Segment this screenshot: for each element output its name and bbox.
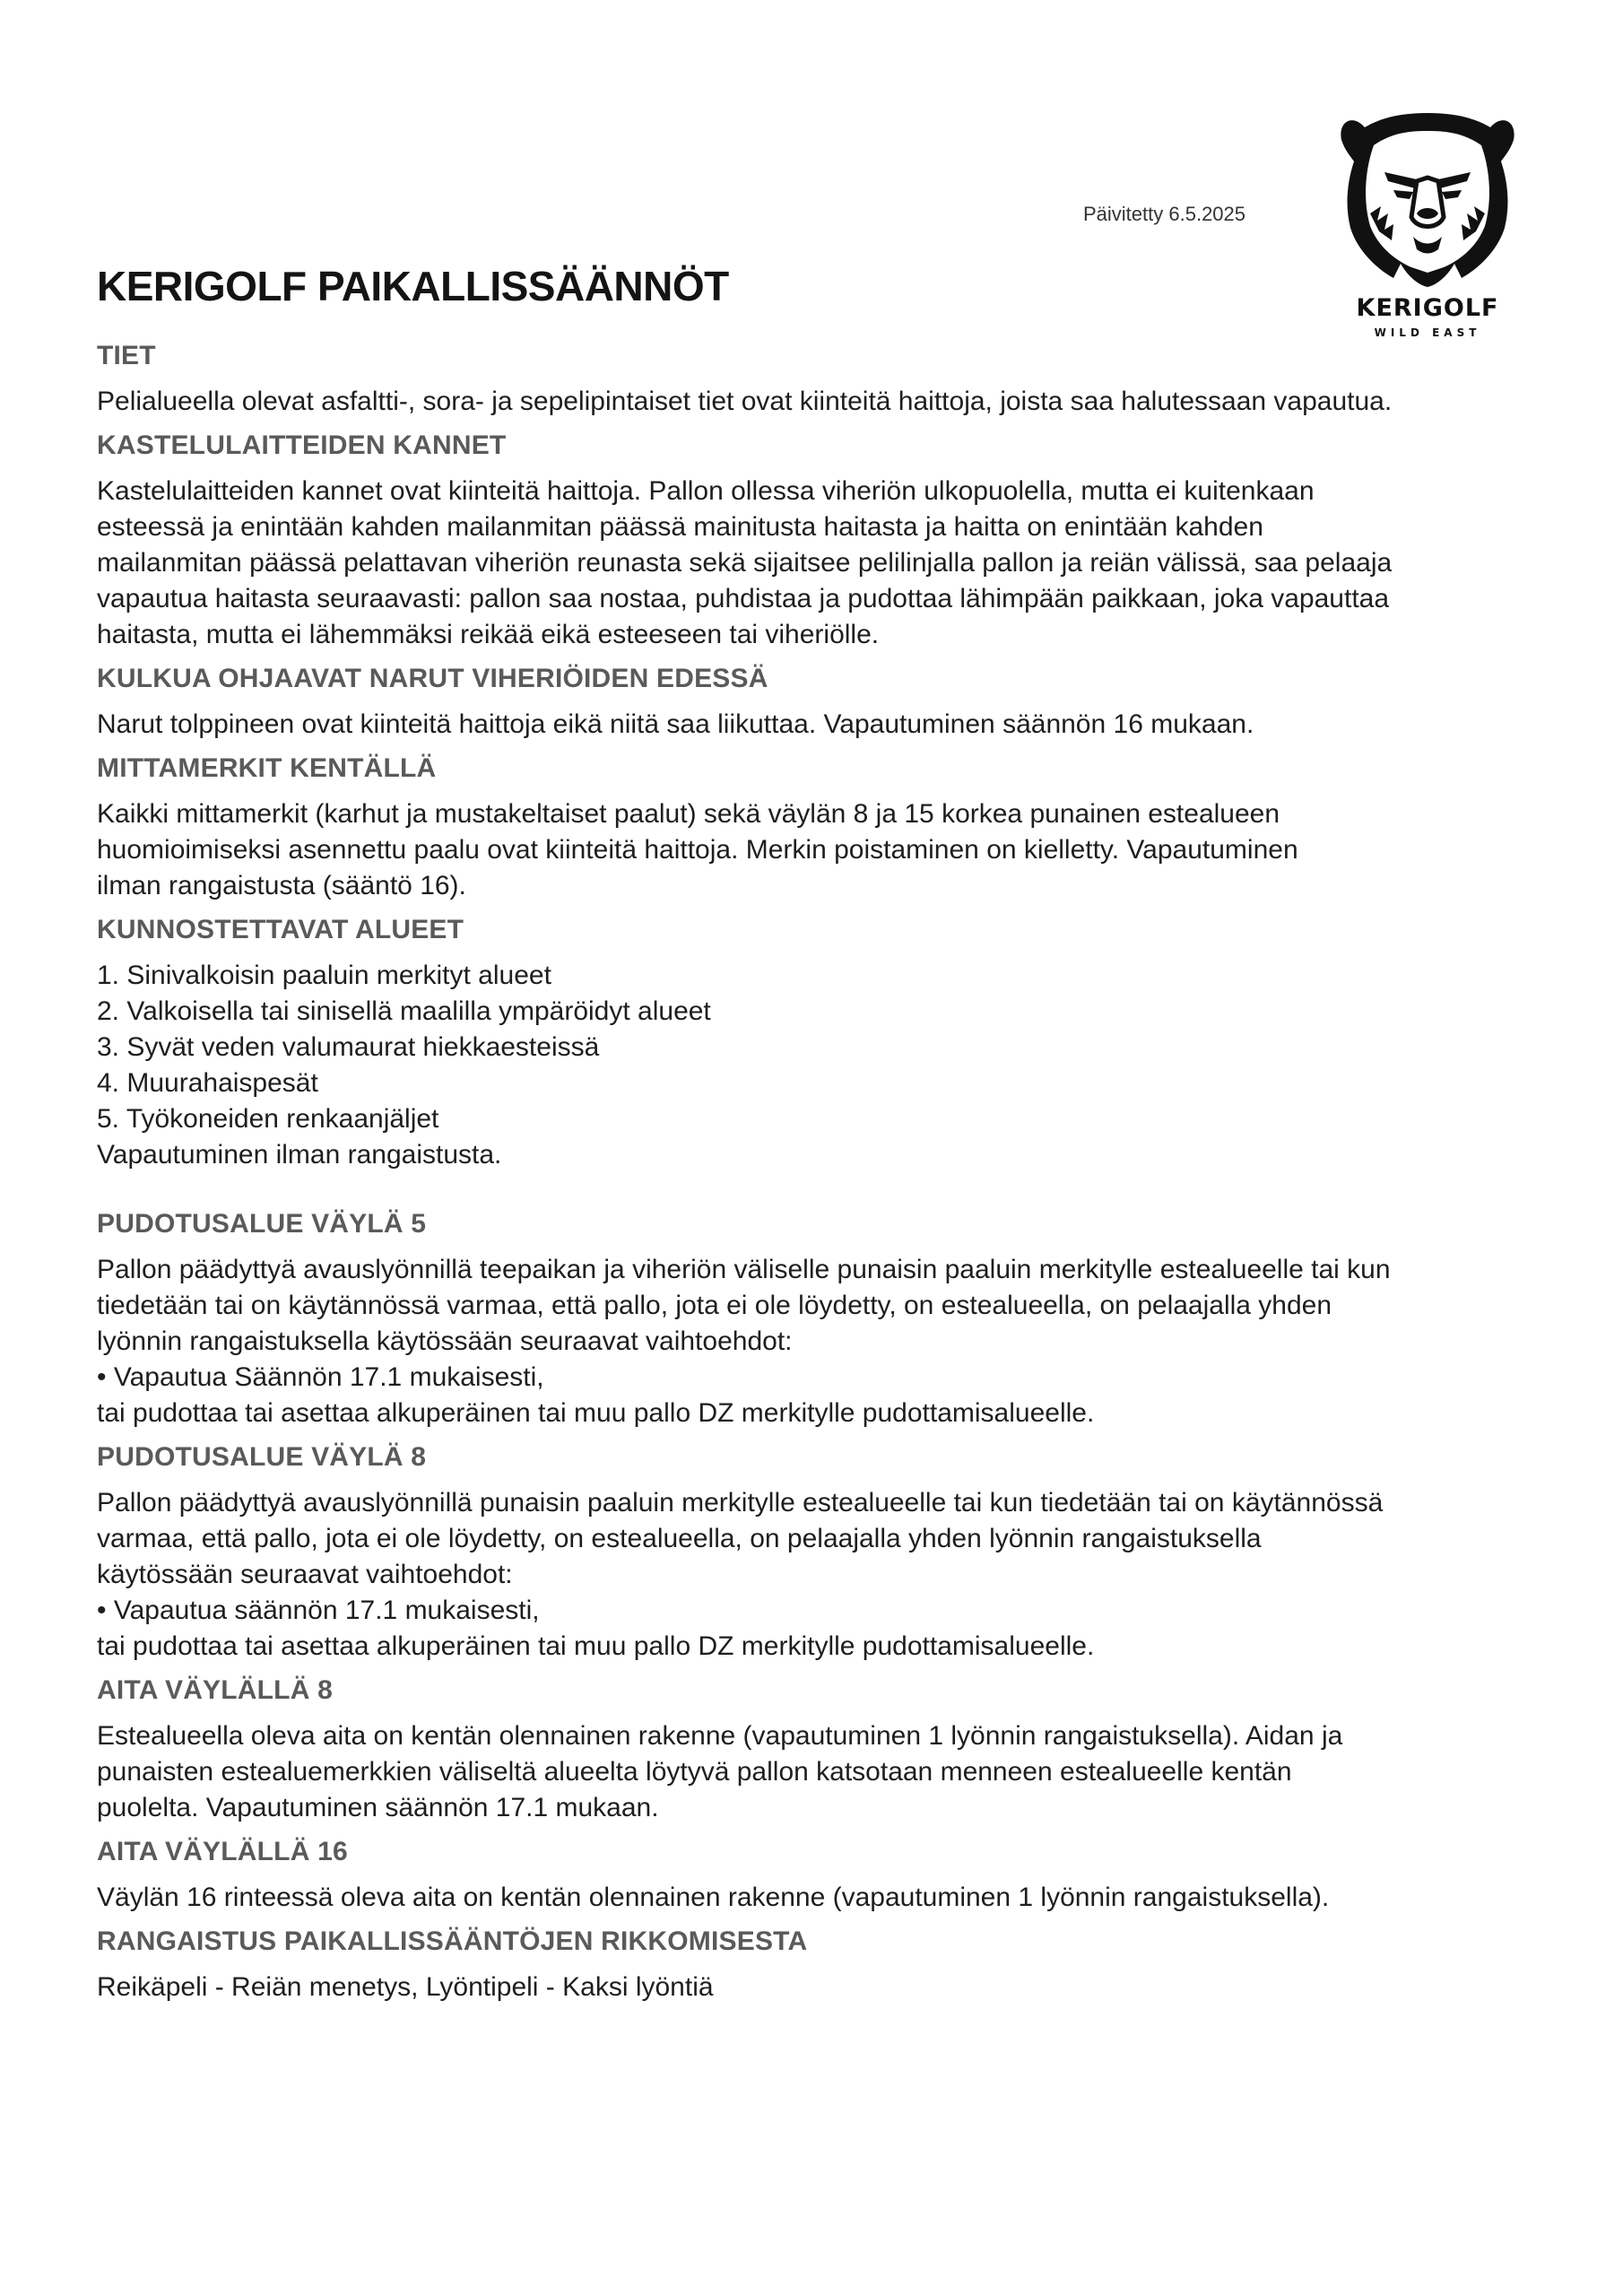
rule-section [97, 1835, 1585, 1916]
section-heading: RANGAISTUS PAIKALLISSÄÄNTÖJEN RIKKOMISESTA [97, 1926, 808, 1956]
body-line: Kaikki mittamerkit (karhut ja mustakeltaiset paalut) sekä väylän 8 ja 15 korkea punainen estealueen [97, 799, 1280, 829]
body-line: tai pudottaa tai asettaa alkuperäinen tai muu pallo DZ merkitylle pudottamisalueelle. [97, 1631, 1095, 1661]
body-line: Vapautuminen ilman rangaistusta. [97, 1140, 502, 1170]
rule-section [97, 1925, 1585, 2005]
rule-section [97, 752, 1585, 904]
rule-section [97, 429, 1585, 653]
body-line: • Vapautua Säännön 17.1 mukaisesti, [97, 1362, 544, 1392]
rule-section [97, 1207, 1585, 1431]
body-line: Narut tolppineen ovat kiinteitä haittoja eikä niitä saa liikuttaa. Vapautuminen säännön 16 mukaan. [97, 709, 1254, 739]
logo-subtitle: WILD EAST [1374, 326, 1481, 339]
section-body [97, 1718, 1585, 1826]
section-body [97, 1970, 1585, 2005]
body-line: 3. Syvät veden valumaurat hiekkaesteissä [97, 1032, 600, 1062]
body-line: haitasta, mutta ei lähemmäksi reikää eikä esteeseen tai viheriölle. [97, 620, 880, 649]
body-line: 2. Valkoisella tai sinisellä maalilla ympäröidyt alueet [97, 996, 711, 1026]
section-heading: KASTELULAITTEIDEN KANNET [97, 430, 507, 460]
body-line: puolelta. Vapautuminen säännön 17.1 mukaan. [97, 1793, 659, 1822]
section-heading: KULKUA OHJAAVAT NARUT VIHERIÖIDEN EDESSÄ [97, 664, 768, 693]
body-line: tiedetään tai on käytännössä varmaa, että pallo, jota ei ole löydetty, on estealueella, on pelaajalla yhden [97, 1291, 1332, 1320]
section-body [97, 384, 1585, 420]
body-line: lyönnin rangaistuksella käytössään seuraavat vaihtoehdot: [97, 1326, 793, 1356]
body-line: Kastelulaitteiden kannet ovat kiinteitä haittoja. Pallon ollessa viheriön ulkopuolella, mutta ei kuitenkaan [97, 476, 1315, 506]
section-heading: KUNNOSTETTAVAT ALUEET [97, 915, 464, 944]
body-line: 1. Sinivalkoisin paaluin merkityt alueet [97, 961, 551, 990]
kerigolf-logo [1338, 106, 1526, 348]
body-line: mailanmitan päässä pelattavan viheriön reunasta sekä sijaitsee pelilinjalla pallon ja reiän välissä, saa pelaaja [97, 548, 1393, 578]
body-line: varmaa, että pallo, jota ei ole löydetty, on estealueella, on pelaajalla yhden lyönnin rangaistuksella [97, 1524, 1262, 1553]
section-heading: PUDOTUSALUE VÄYLÄ 8 [97, 1442, 427, 1472]
section-heading: AITA VÄYLÄLLÄ 16 [97, 1837, 348, 1866]
section-heading: TIET [97, 341, 156, 370]
body-line: 5. Työkoneiden renkaanjäljet [97, 1104, 439, 1134]
page-title: KERIGOLF PAIKALLISSÄÄNNÖT [97, 263, 729, 309]
body-line: Väylän 16 rinteessä oleva aita on kentän olennainen rakenne (vapautuminen 1 lyönnin rangaistuksella). [97, 1883, 1330, 1912]
body-line: Pallon päädyttyä avauslyönnillä punaisin paaluin merkitylle estealueelle tai kun tiedetään tai on käytännössä [97, 1488, 1384, 1518]
bear-head-icon [1338, 106, 1517, 290]
section-body [97, 1880, 1585, 1916]
rule-section [97, 339, 1585, 420]
rules-content [97, 339, 1585, 2014]
body-line: • Vapautua säännön 17.1 mukaisesti, [97, 1596, 540, 1625]
rule-section [97, 1674, 1585, 1826]
body-line: Reikäpeli - Reiän menetys, Lyöntipeli - Kaksi lyöntiä [97, 1972, 714, 2002]
body-line: Pelialueella olevat asfaltti-, sora- ja sepelipintaiset tiet ovat kiinteitä haittoja, joista saa halutessaan vapautua. [97, 387, 1393, 416]
body-line: vapautua haitasta seuraavasti: pallon saa nostaa, puhdistaa ja pudottaa lähimpään paikkaan, joka vapauttaa [97, 584, 1390, 613]
section-body [97, 474, 1585, 653]
body-line: 4. Muurahaispesät [97, 1068, 318, 1098]
rule-section [97, 1440, 1585, 1665]
section-body [97, 958, 1585, 1173]
section-heading: AITA VÄYLÄLLÄ 8 [97, 1675, 333, 1705]
body-line: tai pudottaa tai asettaa alkuperäinen tai muu pallo DZ merkitylle pudottamisalueelle. [97, 1398, 1095, 1428]
body-line: Pallon päädyttyä avauslyönnillä teepaikan ja viheriön väliselle punaisin paaluin merkitylle estealueelle tai kun [97, 1255, 1391, 1284]
body-line: huomioimiseksi asennettu paalu ovat kiinteitä haittoja. Merkin poistaminen on kielletty. Vapautuminen [97, 835, 1298, 865]
body-line: Estealueella oleva aita on kentän olennainen rakenne (vapautuminen 1 lyönnin rangaistuksella). Aidan ja [97, 1721, 1343, 1751]
body-line: ilman rangaistusta (sääntö 16). [97, 871, 466, 900]
section-spacer [97, 1182, 1585, 1207]
section-body [97, 707, 1585, 743]
rule-section [97, 662, 1585, 743]
section-body [97, 796, 1585, 904]
logo-name: KERIGOLF [1356, 294, 1499, 322]
section-heading: PUDOTUSALUE VÄYLÄ 5 [97, 1209, 427, 1239]
section-body [97, 1252, 1585, 1431]
body-line: punaisten estealuemerkkien väliseltä alueelta löytyvä pallon katsotaan menneen estealueelle kentän [97, 1757, 1292, 1787]
body-line: käytössään seuraavat vaihtoehdot: [97, 1560, 513, 1589]
body-line: esteessä ja enintään kahden mailanmitan päässä mainitusta haitasta ja haitta on enintään kahden [97, 512, 1263, 542]
updated-date: Päivitetty 6.5.2025 [1083, 203, 1246, 225]
section-heading: MITTAMERKIT KENTÄLLÄ [97, 753, 437, 783]
section-body [97, 1485, 1585, 1665]
rule-section [97, 913, 1585, 1207]
